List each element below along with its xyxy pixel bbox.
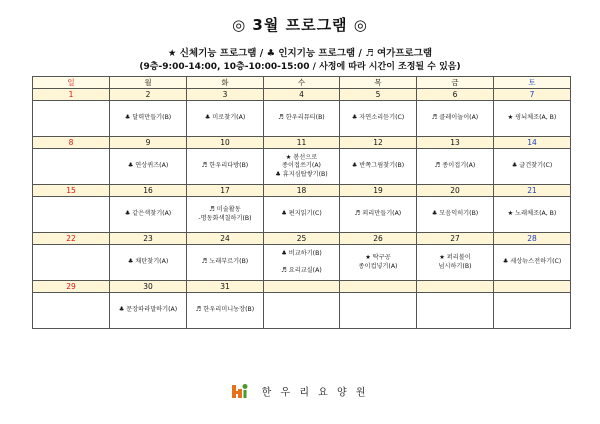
program-cell bbox=[494, 293, 571, 329]
program-cell bbox=[33, 101, 110, 137]
program-cell: ♬ 꾀리만들기(A) bbox=[340, 197, 417, 233]
date-row bbox=[33, 233, 571, 245]
program-cell bbox=[33, 293, 110, 329]
program-cell: ★ 퍼리볼이 넘시하기(B) bbox=[417, 245, 494, 281]
date-cell: 5 bbox=[340, 89, 417, 101]
weekday-wed: 수 bbox=[264, 77, 340, 89]
program-cell: ♬ 한우리다방(B) bbox=[187, 149, 264, 185]
date-cell: 15 bbox=[33, 185, 110, 197]
program-cell: ♣ 연상퀴즈(A) bbox=[110, 149, 187, 185]
program-cell bbox=[33, 197, 110, 233]
footer bbox=[0, 383, 600, 402]
date-row bbox=[33, 89, 571, 101]
date-cell: 16 bbox=[110, 185, 187, 197]
date-cell: 2 bbox=[110, 89, 187, 101]
program-row bbox=[33, 293, 571, 329]
weekday-sun: 일 bbox=[33, 77, 110, 89]
program-cell: ★ 봄선으로 종이접쓰기(A) ♣ 휴지심탑쌓기(B) bbox=[264, 149, 340, 185]
date-row bbox=[33, 137, 571, 149]
date-cell bbox=[264, 281, 340, 293]
program-cell bbox=[264, 293, 340, 329]
date-cell: 17 bbox=[187, 185, 264, 197]
program-cell: ♣ 미로찾기(A) bbox=[187, 101, 264, 137]
date-cell: 22 bbox=[33, 233, 110, 245]
date-cell: 18 bbox=[264, 185, 340, 197]
program-cell: ♣ 채탄찾기(A) bbox=[110, 245, 187, 281]
program-cell bbox=[33, 245, 110, 281]
date-cell: 8 bbox=[33, 137, 110, 149]
date-row bbox=[33, 281, 571, 293]
date-cell: 29 bbox=[33, 281, 110, 293]
program-cell: ★ 핑뇌체조(A, B) bbox=[494, 101, 571, 137]
date-cell bbox=[494, 281, 571, 293]
program-cell bbox=[417, 293, 494, 329]
program-cell: ♣ 달력만들기(B) bbox=[110, 101, 187, 137]
date-cell: 20 bbox=[417, 185, 494, 197]
hanwoori-logo-icon bbox=[231, 383, 249, 402]
program-row bbox=[33, 197, 571, 233]
date-cell: 28 bbox=[494, 233, 571, 245]
schedule-note: (9층-9:00-14:00, 10층-10:00-15:00 / 사정에 따라 시간이 조정될 수 있음) bbox=[139, 62, 461, 72]
date-cell: 21 bbox=[494, 185, 571, 197]
date-cell: 23 bbox=[110, 233, 187, 245]
date-cell: 19 bbox=[340, 185, 417, 197]
date-cell: 3 bbox=[187, 89, 264, 101]
date-cell: 30 bbox=[110, 281, 187, 293]
program-cell: ♬ 미술활동 -명동화색칠하기(B) bbox=[187, 197, 264, 233]
weekday-thu: 목 bbox=[340, 77, 417, 89]
program-cell: ♣ 문장따라말하기(A) bbox=[110, 293, 187, 329]
date-cell: 9 bbox=[110, 137, 187, 149]
program-cell: ♬ 종이접기(A) bbox=[417, 149, 494, 185]
date-cell: 6 bbox=[417, 89, 494, 101]
program-cell: ♣ 편지읽기(C) bbox=[264, 197, 340, 233]
date-cell: 7 bbox=[494, 89, 571, 101]
program-cell: ♣ 반쪽그림찾기(B) bbox=[340, 149, 417, 185]
program-cell: ★ 노래체조(A, B) bbox=[494, 197, 571, 233]
date-cell: 10 bbox=[187, 137, 264, 149]
program-cell: ♣ 글건찾기(C) bbox=[494, 149, 571, 185]
program-cell: ♣ 자연소리듣기(C) bbox=[340, 101, 417, 137]
date-cell: 14 bbox=[494, 137, 571, 149]
date-cell: 4 bbox=[264, 89, 340, 101]
date-cell: 1 bbox=[33, 89, 110, 101]
date-cell: 13 bbox=[417, 137, 494, 149]
weekday-tue: 화 bbox=[187, 77, 264, 89]
program-cell: ♬ 한우리뮤티(B) bbox=[264, 101, 340, 137]
date-cell bbox=[417, 281, 494, 293]
program-cell: ♬ 노래부르기(B) bbox=[187, 245, 264, 281]
program-cell bbox=[33, 149, 110, 185]
program-cell: ♬ 클레이놀이(A) bbox=[417, 101, 494, 137]
program-row bbox=[33, 245, 571, 281]
program-cell: ♣ 비교하기(B) ♬ 요리교실(A) bbox=[264, 245, 340, 281]
date-cell bbox=[340, 281, 417, 293]
facility-name: 한 우 리 요 양 원 bbox=[261, 387, 369, 399]
date-cell: 26 bbox=[340, 233, 417, 245]
date-cell: 31 bbox=[187, 281, 264, 293]
weekday-mon: 월 bbox=[110, 77, 187, 89]
weekday-sat: 토 bbox=[494, 77, 571, 89]
program-cell: ♬ 한우리미니농장(B) bbox=[187, 293, 264, 329]
program-cell: ♣ 모음익히기(B) bbox=[417, 197, 494, 233]
program-calendar bbox=[32, 76, 571, 329]
program-cell: ♣ 세상뉴스전하기(C) bbox=[494, 245, 571, 281]
program-legend: ★ 신체기능 프로그램 / ♣ 인지기능 프로그램 / ♬ 여가프로그램 bbox=[167, 48, 433, 59]
program-cell bbox=[340, 293, 417, 329]
date-cell: 12 bbox=[340, 137, 417, 149]
date-cell: 27 bbox=[417, 233, 494, 245]
program-cell: ★ 탁구공 종이컵넣기(A) bbox=[340, 245, 417, 281]
page-title: ◎ 3월 프로그램 ◎ bbox=[232, 16, 368, 34]
date-cell: 11 bbox=[264, 137, 340, 149]
weekday-header-row bbox=[33, 77, 571, 89]
date-row bbox=[33, 185, 571, 197]
program-cell: ♣ 같은색찾기(A) bbox=[110, 197, 187, 233]
date-cell: 24 bbox=[187, 233, 264, 245]
program-row bbox=[33, 149, 571, 185]
weekday-fri: 금 bbox=[417, 77, 494, 89]
program-row bbox=[33, 101, 571, 137]
date-cell: 25 bbox=[264, 233, 340, 245]
